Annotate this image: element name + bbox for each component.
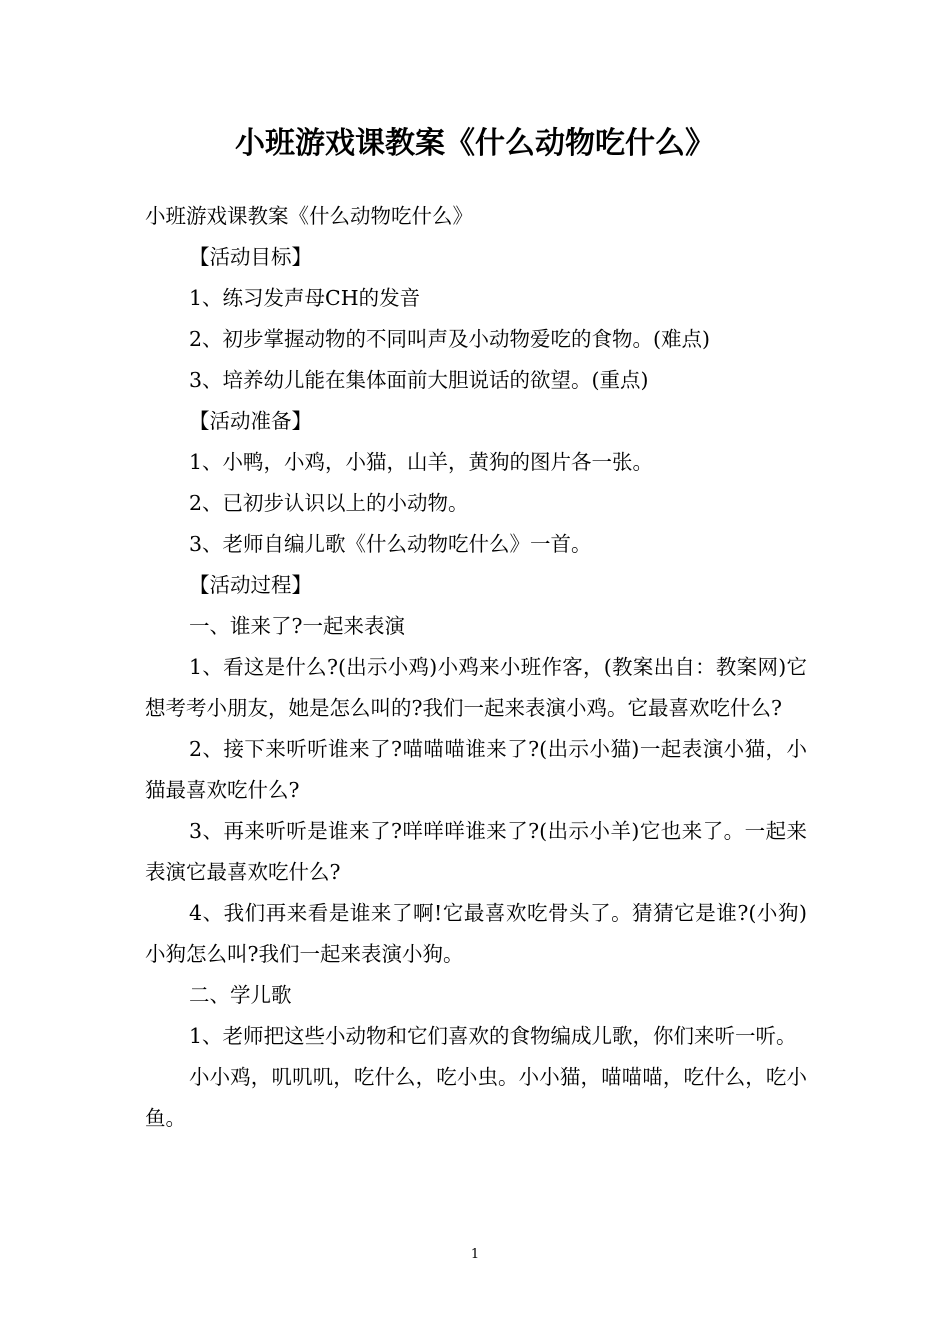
subsection-heading: 二、学儿歌 <box>189 983 292 1007</box>
paragraph-rhyme: 小小鸡，叽叽叽，吃什么，吃小虫。小小猫，喵喵喵，吃什么，吃小鱼。 <box>145 1065 807 1130</box>
paragraph: 1、练习发声母CH的发音 <box>189 286 421 310</box>
paragraph: 4、我们再来看是谁来了啊!它最喜欢吃骨头了。猜猜它是谁?(小狗)小狗怎么叫?我们一起来表演小狗。 <box>145 901 807 966</box>
paragraph: 2、接下来听听谁来了?喵喵喵谁来了?(出示小猫)一起表演小猫，小猫最喜欢吃什么? <box>145 737 807 802</box>
paragraph-subtitle: 小班游戏课教案《什么动物吃什么》 <box>145 204 473 228</box>
paragraph: 2、已初步认识以上的小动物。 <box>189 491 469 515</box>
document-title: 小班游戏课教案《什么动物吃什么》 <box>235 126 715 161</box>
subsection-heading: 一、谁来了?一起来表演 <box>189 614 405 638</box>
paragraph: 3、培养幼儿能在集体面前大胆说话的欲望。(重点) <box>189 368 649 392</box>
paragraph: 3、再来听听是谁来了?咩咩咩谁来了?(出示小羊)它也来了。一起来表演它最喜欢吃什么? <box>145 819 807 884</box>
document-body <box>145 196 807 1139</box>
paragraph: 3、老师自编儿歌《什么动物吃什么》一首。 <box>189 532 592 556</box>
paragraph: 1、小鸭，小鸡，小猫，山羊，黄狗的图片各一张。 <box>189 450 654 474</box>
section-heading-preparation: 【活动准备】 <box>189 409 312 433</box>
paragraph: 1、看这是什么?(出示小鸡)小鸡来小班作客，(教案出自：教案网)它想考考小朋友，她是怎么叫的?我们一起来表演小鸡。它最喜欢吃什么? <box>145 655 807 720</box>
section-heading-process: 【活动过程】 <box>189 573 312 597</box>
paragraph: 2、初步掌握动物的不同叫声及小动物爱吃的食物。(难点) <box>189 327 711 351</box>
section-heading-goals: 【活动目标】 <box>189 245 312 269</box>
page-number: 1 <box>470 1247 480 1262</box>
paragraph: 1、老师把这些小动物和它们喜欢的食物编成儿歌，你们来听一听。 <box>189 1024 797 1048</box>
